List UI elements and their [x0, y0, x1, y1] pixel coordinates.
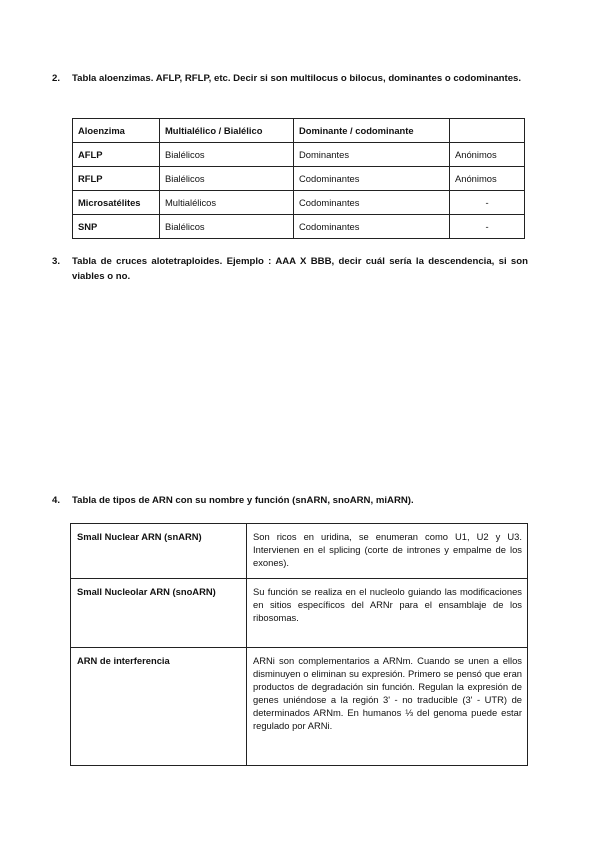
- question-4: [52, 494, 528, 509]
- table-row: [73, 215, 525, 239]
- table-row: [71, 524, 528, 579]
- rna-name: Small Nuclear ARN (snARN): [71, 524, 247, 579]
- markers-table: [72, 118, 525, 239]
- table-row: [71, 579, 528, 648]
- header-cell: Multialélico / Bialélico: [160, 119, 294, 143]
- table-cell: Bialélicos: [160, 215, 294, 239]
- question-3-text: Tabla de cruces alotetraploides. Ejemplo : AAA X BBB, decir cuál sería la descendencia, si son viables o no.: [72, 256, 528, 282]
- marker-name: Microsatélites: [73, 191, 160, 215]
- table-cell: Codominantes: [294, 215, 450, 239]
- table-cell: Bialélicos: [160, 167, 294, 191]
- question-2-text: Tabla aloenzimas. AFLP, RFLP, etc. Decir si son multilocus o bilocus, dominantes o codominantes.: [72, 73, 522, 84]
- header-cell: Aloenzima: [73, 119, 160, 143]
- question-2: [52, 72, 528, 87]
- table-cell: Codominantes: [294, 191, 450, 215]
- question-2-number: 2.: [52, 73, 61, 84]
- rna-description: Son ricos en uridina, se enumeran como U1, U2 y U3. Intervienen en el splicing (corte de intrones y empalme de los exones).: [247, 524, 528, 579]
- marker-name: SNP: [73, 215, 160, 239]
- marker-name: RFLP: [73, 167, 160, 191]
- rna-description: Su función se realiza en el nucleolo guiando las modificaciones en sitios específicos del ARNr para el ensamblaje de los ribosomas.: [247, 579, 528, 648]
- table-row: [71, 648, 528, 766]
- table-cell: Multialélicos: [160, 191, 294, 215]
- rna-description: ARNi son complementarios a ARNm. Cuando se unen a ellos disminuyen o eliminan su expresión. Primero se pensó que eran productos de degradación sin función. Regulan la expresión de genes uniéndose a la región 3' - no traducible (3' - UTR) de determinados ARNm. En humanos ⅓ del genoma puede estar regulado por ARNi.: [247, 648, 528, 766]
- rna-name: ARN de interferencia: [71, 648, 247, 766]
- table-row: [73, 167, 525, 191]
- rna-name: Small Nucleolar ARN (snoARN): [71, 579, 247, 648]
- question-4-number: 4.: [52, 495, 61, 506]
- question-3-number: 3.: [52, 256, 61, 267]
- table-cell: -: [450, 215, 525, 239]
- rna-types-table: [70, 523, 528, 766]
- question-3: [52, 255, 528, 284]
- table-cell: -: [450, 191, 525, 215]
- header-cell: [450, 119, 525, 143]
- table-cell: Anónimos: [450, 167, 525, 191]
- marker-name: AFLP: [73, 143, 160, 167]
- table-cell: Bialélicos: [160, 143, 294, 167]
- table-cell: Anónimos: [450, 143, 525, 167]
- header-cell: Dominante / codominante: [294, 119, 450, 143]
- table-cell: Dominantes: [294, 143, 450, 167]
- question-4-text: Tabla de tipos de ARN con su nombre y función (snARN, snoARN, miARN).: [72, 495, 414, 506]
- table-header-row: [73, 119, 525, 143]
- table-row: [73, 143, 525, 167]
- table-cell: Codominantes: [294, 167, 450, 191]
- table-row: [73, 191, 525, 215]
